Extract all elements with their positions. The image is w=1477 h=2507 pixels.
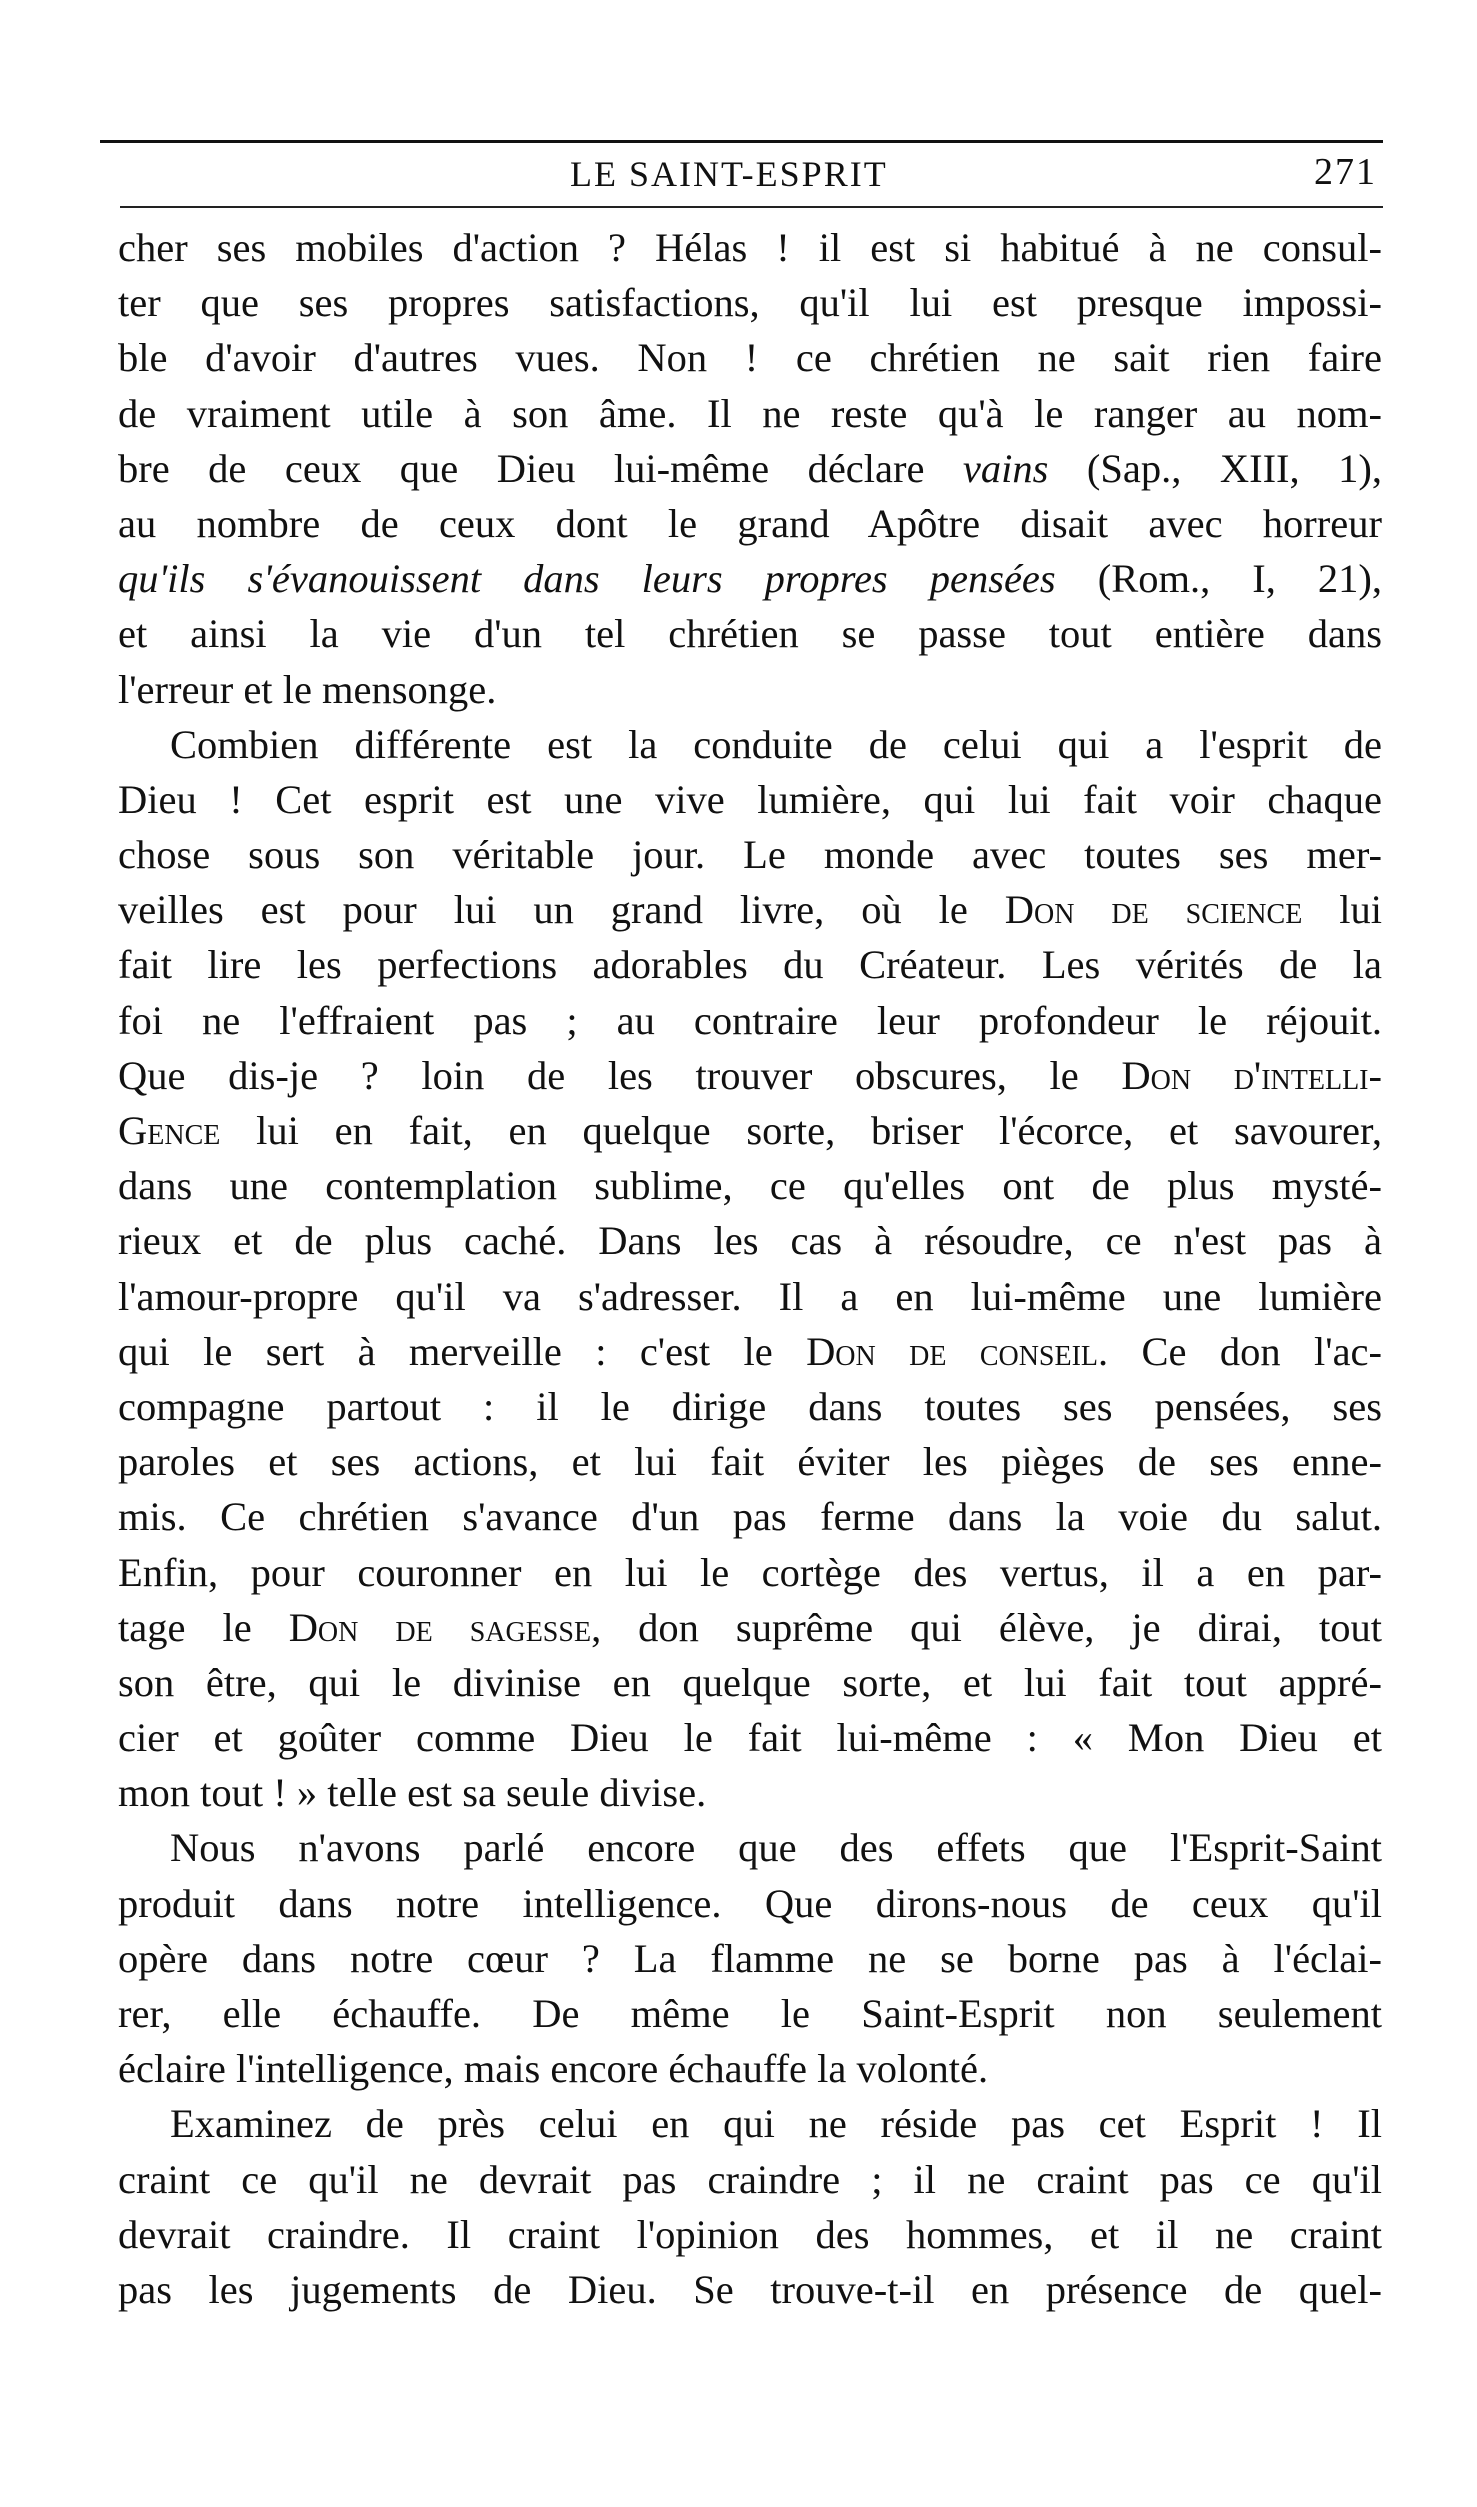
text-line: veilles est pour lui un grand livre, où le Don de science lui bbox=[118, 887, 1382, 933]
text-line: ter que ses propres satisfactions, qu'il lui est presque impossi- bbox=[118, 280, 1382, 326]
text-line: mon tout ! » telle est sa seule divise. bbox=[118, 1770, 707, 1816]
text-line: foi ne l'effraient pas ; au contraire leur profondeur le réjouit. bbox=[118, 997, 1382, 1043]
text-line: chose sous son véritable jour. Le monde avec toutes ses mer- bbox=[118, 832, 1382, 878]
text-line: compagne partout : il le dirige dans toutes ses pensées, ses bbox=[118, 1383, 1382, 1429]
small-caps-term: Gence bbox=[118, 1108, 221, 1153]
text-line: rer, elle échauffe. De même le Saint-Esprit non seulement bbox=[118, 1991, 1382, 2036]
body-text bbox=[118, 220, 1382, 2317]
small-caps-term: Don d'intelli- bbox=[1121, 1052, 1382, 1098]
text-line: produit dans notre intelligence. Que dirons-nous de ceux qu'il bbox=[118, 1880, 1382, 1926]
text-line: au nombre de ceux dont le grand Apôtre disait avec horreur bbox=[118, 500, 1382, 546]
text-line: Combien différente est la conduite de celui qui a l'esprit de bbox=[170, 721, 1382, 767]
header-rule-top bbox=[100, 140, 1383, 143]
page-number: 271 bbox=[1314, 151, 1377, 193]
text-line: pas les jugements de Dieu. Se trouve-t-il en présence de quel- bbox=[118, 2266, 1382, 2312]
small-caps-term: Don de sagesse bbox=[288, 1604, 592, 1650]
text-line: mis. Ce chrétien s'avance d'un pas ferme dans la voie du salut. bbox=[118, 1494, 1382, 1540]
text-line: opère dans notre cœur ? La flamme ne se borne pas à l'éclai- bbox=[118, 1935, 1382, 1981]
text-line: Nous n'avons parlé encore que des effets que l'Esprit-Saint bbox=[170, 1825, 1382, 1871]
text-line: rieux et de plus caché. Dans les cas à résoudre, ce n'est pas à bbox=[118, 1218, 1382, 1264]
text-line: Examinez de près celui en qui ne réside pas cet Esprit ! Il bbox=[170, 2101, 1382, 2147]
small-caps-term: Don de conseil bbox=[806, 1328, 1099, 1374]
text-line: cier et goûter comme Dieu le fait lui-même : « Mon Dieu et bbox=[118, 1715, 1382, 1761]
text-line: l'amour-propre qu'il va s'adresser. Il a en lui-même une lumière bbox=[118, 1273, 1382, 1319]
running-head: LE SAINT-ESPRIT bbox=[570, 154, 888, 194]
text-line: cher ses mobiles d'action ? Hélas ! il est si habitué à ne consul- bbox=[118, 225, 1382, 270]
text-line: Gence lui en fait, en quelque sorte, briser l'écorce, et savourer, bbox=[118, 1108, 1382, 1153]
text-line: Dieu ! Cet esprit est une vive lumière, qui lui fait voir chaque bbox=[118, 776, 1382, 822]
text-line: son être, qui le divinise en quelque sorte, et lui fait tout appré- bbox=[118, 1659, 1382, 1705]
text-line: qui le sert à merveille : c'est le Don de conseil. Ce don l'ac- bbox=[118, 1328, 1383, 1374]
italic-term: vains bbox=[962, 445, 1049, 491]
text-line: et ainsi la vie d'un tel chrétien se passe tout entière dans bbox=[118, 611, 1382, 657]
header-rule-bottom bbox=[120, 206, 1383, 208]
text-line: qu'ils s'évanouissent dans leurs propres pensées (Rom., I, 21), bbox=[118, 556, 1382, 602]
text-line: l'erreur et le mensonge. bbox=[118, 666, 497, 712]
text-line: devrait craindre. Il craint l'opinion des hommes, et il ne craint bbox=[118, 2211, 1382, 2257]
small-caps-term: Don de science bbox=[1004, 887, 1303, 933]
text-line: de vraiment utile à son âme. Il ne reste qu'à le ranger au nom- bbox=[118, 390, 1382, 436]
text-line: bre de ceux que Dieu lui-même déclare vains (Sap., XIII, 1), bbox=[118, 445, 1382, 491]
text-line: Que dis-je ? loin de les trouver obscures, le Don d'intelli- bbox=[118, 1052, 1382, 1098]
text-line: craint ce qu'il ne devrait pas craindre ; il ne craint pas ce qu'il bbox=[118, 2156, 1382, 2202]
text-line: dans une contemplation sublime, ce qu'elles ont de plus mysté- bbox=[118, 1163, 1382, 1209]
text-line: éclaire l'intelligence, mais encore échauffe la volonté. bbox=[118, 2046, 989, 2092]
text-line: Enfin, pour couronner en lui le cortège des vertus, il a en par- bbox=[118, 1549, 1382, 1595]
text-line: ble d'avoir d'autres vues. Non ! ce chrétien ne sait rien faire bbox=[118, 335, 1382, 381]
italic-quote: qu'ils s'évanouissent dans leurs propres pensées bbox=[118, 556, 1056, 602]
text-line: tage le Don de sagesse, don suprême qui élève, je dirai, tout bbox=[118, 1604, 1382, 1650]
text-line: paroles et ses actions, et lui fait éviter les pièges de ses enne- bbox=[118, 1439, 1382, 1485]
text-line: fait lire les perfections adorables du Créateur. Les vérités de la bbox=[118, 942, 1382, 988]
